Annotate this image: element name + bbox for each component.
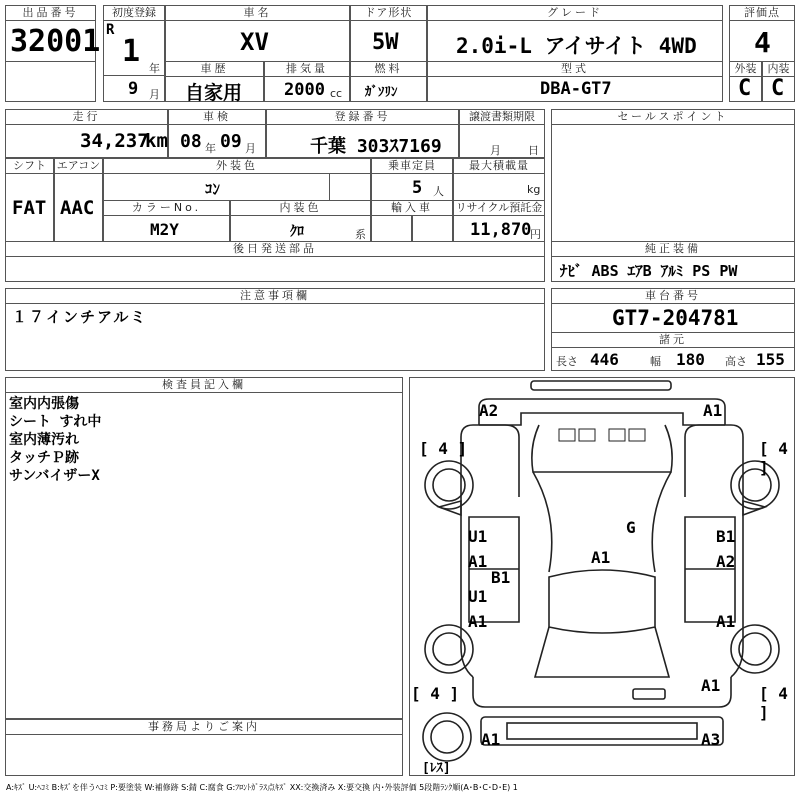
length: 446 [590, 350, 619, 369]
shaken-year: 08 [180, 131, 202, 152]
lot-no: 32001 [10, 24, 101, 59]
damage-left-u1b: U1 [468, 587, 488, 606]
reg-no: 千葉 303ｽ7169 [310, 136, 442, 157]
history: 自家用 [185, 82, 243, 104]
inspector-note: シート すれ中 [9, 414, 102, 430]
header-transfer: 譲渡書類期限 [459, 109, 545, 125]
shaken-year-unit: 年 [205, 142, 216, 155]
header-ext-color: 外装色 [103, 158, 371, 174]
capacity-unit: 人 [433, 185, 444, 198]
score: 4 [754, 26, 771, 59]
first-reg-month: 9 [128, 79, 139, 99]
header-shaken: 車検 [168, 109, 266, 125]
month-unit: 月 [149, 88, 160, 101]
chassis-no: GT7-204781 [612, 306, 739, 330]
width-label: 幅 [650, 355, 661, 368]
header-lot-no: 出品番号 [5, 5, 96, 21]
first-reg-year: 1 [122, 34, 141, 69]
header-model-code: 型式 [427, 61, 723, 77]
spare-tire: [ﾚｽ] [422, 761, 451, 776]
header-caution: 注意事項欄 [5, 288, 545, 304]
interior-grade: C [771, 76, 785, 101]
recycle: 11,870 [470, 220, 532, 240]
header-import: 輸入車 [371, 200, 453, 216]
transfer-month: 月 [490, 144, 501, 157]
damage-left-a1b: A1 [468, 612, 488, 631]
damage-right-b1: B1 [716, 527, 736, 546]
later-parts-cell [5, 256, 545, 282]
tire-rear-right: [ 4 ] [759, 684, 788, 722]
header-office: 事務局よりご案内 [5, 719, 403, 735]
car-name: XV [240, 28, 269, 56]
sales-point-cell [551, 124, 795, 242]
height: 155 [756, 350, 785, 369]
header-inspector: 検査員記入欄 [5, 377, 403, 393]
damage-front-left: A2 [479, 401, 499, 420]
damage-right-a2: A2 [716, 552, 736, 571]
color-no: M2Y [150, 220, 179, 239]
header-color-no: カラーNo. [103, 200, 230, 216]
damage-left-u1: U1 [468, 527, 488, 546]
header-score: 評価点 [729, 5, 795, 21]
inspector-note: 室内薄汚れ [9, 432, 79, 448]
header-later-parts: 後日発送部品 [5, 241, 545, 257]
displacement: 2000 [284, 80, 325, 100]
header-capacity: 乗車定員 [371, 158, 453, 174]
header-shift: シフト [5, 158, 54, 174]
import-cell-b [412, 215, 453, 242]
inspector-note: タッチＰ跡 [9, 450, 79, 466]
max-load-unit: kg [527, 183, 541, 196]
mileage: 34,237 [80, 130, 149, 152]
exterior-grade: C [738, 76, 752, 101]
damage-left-b1: B1 [491, 568, 511, 587]
inspector-note: 室内内張傷 [9, 396, 79, 412]
recycle-unit: 円 [530, 228, 541, 241]
damage-left-a1: A1 [468, 552, 488, 571]
year-unit: 年 [149, 62, 160, 75]
door-type: 5W [372, 30, 399, 55]
tire-front-right: [ 4 ] [759, 439, 788, 477]
car-diagram [409, 377, 795, 776]
damage-bottom-right: A3 [701, 730, 721, 749]
damage-bottom-left: A1 [481, 730, 501, 749]
grade: 2.0i-L アイサイト 4WD [456, 34, 697, 58]
tire-rear-left: [ 4 ] [411, 684, 460, 703]
header-sales-point: セールスポイント [551, 109, 795, 125]
damage-front-right: A1 [703, 401, 723, 420]
header-max-load: 最大積載量 [453, 158, 545, 174]
length-label: 長さ [556, 355, 578, 368]
damage-right-a1: A1 [716, 612, 736, 631]
header-chassis: 車台番号 [551, 288, 795, 304]
header-genuine: 純正装備 [551, 241, 795, 257]
mileage-unit: km [145, 130, 168, 152]
header-int-color: 内装色 [230, 200, 371, 216]
header-fuel: 燃料 [350, 61, 427, 77]
header-first-reg: 初度登録 [103, 5, 165, 21]
header-door: ドア形状 [350, 5, 427, 21]
damage-roof: G [626, 518, 636, 537]
header-mileage: 走行 [5, 109, 168, 125]
capacity: 5 [412, 178, 423, 198]
ext-color: ｺﾝ [205, 180, 221, 198]
height-label: 高さ [725, 355, 747, 368]
header-reg-no: 登録番号 [266, 109, 459, 125]
damage-rear-right: A1 [701, 676, 721, 695]
int-color-unit: 系 [355, 228, 366, 241]
aircon: AAC [60, 197, 95, 219]
era: R [106, 22, 115, 38]
genuine-equipment: ﾅﾋﾞ ABS ｴｱB ｱﾙﾐ PS PW [560, 262, 738, 280]
displacement-unit: cc [330, 87, 343, 100]
ext-color-cell-2 [329, 173, 371, 201]
legend: A:ｷｽﾞ U:ﾍｺﾐ B:ｷｽﾞを伴うﾍｺﾐ P:要塗装 W:補修跡 S:錆 C:腐食 G:ﾌﾛﾝﾄｶﾞﾗｽ点ｷｽﾞ XX:交換済み X:要交換 内･外装評価 5段階ﾗﾝｸ順(A･B･C･D･E) 1 [6, 783, 518, 792]
header-car-name: 車名 [165, 5, 350, 21]
int-color: ｸﾛ [290, 224, 304, 240]
inspector-note: サンバイザーX [9, 468, 100, 484]
lot-blank-cell [5, 61, 96, 102]
header-grade: グレード [427, 5, 723, 21]
transfer-day: 日 [528, 144, 539, 157]
damage-center: A1 [591, 548, 611, 567]
header-dims: 諸元 [551, 332, 795, 348]
header-interior: 内装 [762, 61, 795, 77]
header-recycle: リサイクル預託金 [453, 200, 545, 216]
import-cell-a [371, 215, 412, 242]
header-aircon: エアコン [54, 158, 103, 174]
header-exterior: 外装 [729, 61, 762, 77]
model-code: DBA-GT7 [540, 79, 612, 99]
caution-text: １７インチアルミ [12, 308, 148, 326]
fuel: ｶﾞｿﾘﾝ [365, 85, 398, 100]
shift: FAT [12, 197, 47, 219]
shaken-month-unit: 月 [245, 142, 256, 155]
shaken-month: 09 [220, 131, 242, 152]
header-displacement: 排気量 [264, 61, 350, 77]
tire-front-left: [ 4 ] [419, 439, 468, 458]
width: 180 [676, 350, 705, 369]
header-history: 車歴 [165, 61, 264, 77]
office-cell [5, 734, 403, 776]
